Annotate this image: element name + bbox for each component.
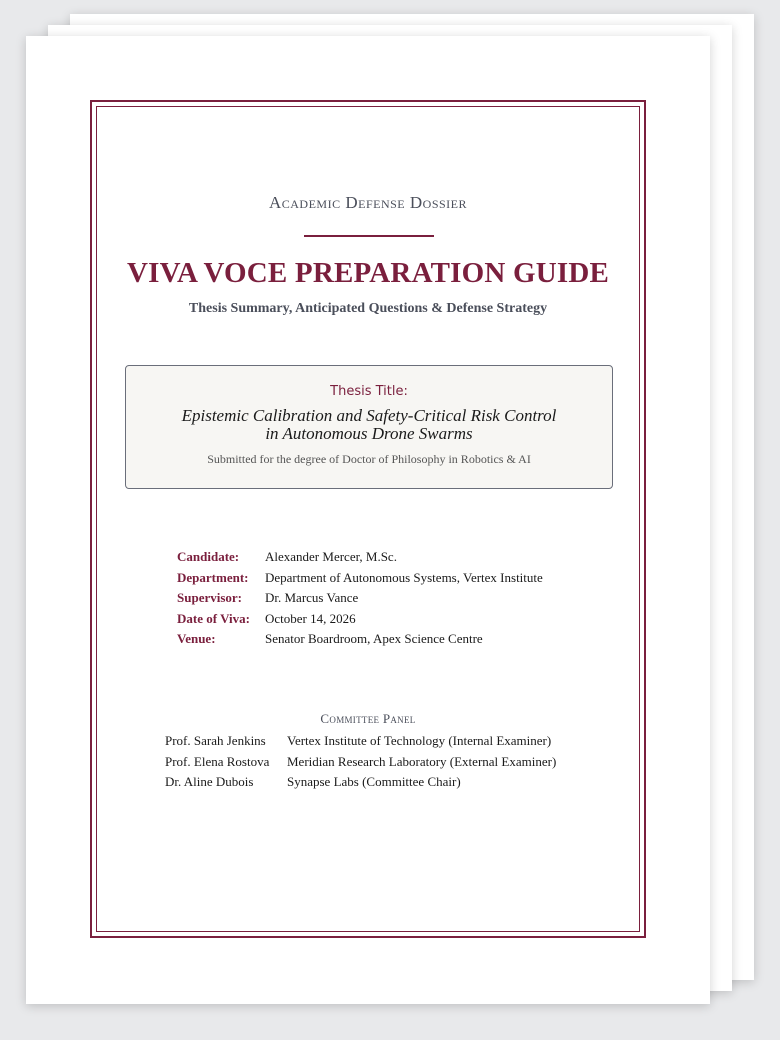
member-name: Dr. Aline Dubois xyxy=(165,774,254,789)
page-border xyxy=(90,100,646,938)
thesis-box xyxy=(125,365,613,489)
committee-heading: Committee Panel xyxy=(320,711,416,726)
detail-value: Dr. Marcus Vance xyxy=(265,590,359,605)
title-rule xyxy=(304,235,434,237)
thesis-title-line: Epistemic Calibration and Safety-Critical Risk Control xyxy=(181,406,557,425)
detail-row-venue xyxy=(177,629,543,650)
committee-member xyxy=(165,752,556,773)
detail-label: Supervisor: xyxy=(177,590,242,605)
detail-label: Department: xyxy=(177,569,249,585)
detail-row-date xyxy=(177,609,543,630)
detail-label: Venue: xyxy=(177,631,216,646)
document-subtitle: Thesis Summary, Anticipated Questions & Defense Strategy xyxy=(188,301,548,316)
member-role: Synapse Labs (Committee Chair) xyxy=(287,774,461,789)
thesis-title-line: in Autonomous Drone Swarms xyxy=(265,424,473,443)
detail-label: Candidate: xyxy=(177,549,240,564)
detail-value: Alexander Mercer, M.Sc. xyxy=(265,549,397,564)
title-page xyxy=(26,36,710,1004)
committee-list xyxy=(165,731,556,793)
detail-row-candidate xyxy=(177,547,543,568)
thesis-degree: Submitted for the degree of Doctor of Philosophy in Robotics & AI xyxy=(207,452,531,466)
thesis-title xyxy=(126,407,612,443)
committee-member xyxy=(165,772,556,793)
detail-value: Senator Boardroom, Apex Science Centre xyxy=(265,631,483,646)
member-name: Prof. Elena Rostova xyxy=(165,753,270,769)
detail-row-department xyxy=(177,568,543,589)
member-role: Meridian Research Laboratory (External Examiner) xyxy=(287,753,557,769)
page-inner-border xyxy=(96,106,640,932)
detail-row-supervisor xyxy=(177,588,543,609)
member-name: Prof. Sarah Jenkins xyxy=(165,733,266,748)
detail-label: Date of Viva: xyxy=(177,610,250,626)
member-role: Vertex Institute of Technology (Internal Examiner) xyxy=(287,733,552,748)
detail-value: Department of Autonomous Systems, Vertex Institute xyxy=(265,569,543,585)
document-kicker: Academic Defense Dossier xyxy=(268,193,467,212)
document-title: VIVA VOCE PREPARATION GUIDE xyxy=(126,257,610,289)
committee-member xyxy=(165,731,556,752)
thesis-label: Thesis Title: xyxy=(330,384,408,399)
candidate-details xyxy=(177,547,543,650)
detail-value: October 14, 2026 xyxy=(265,610,356,626)
